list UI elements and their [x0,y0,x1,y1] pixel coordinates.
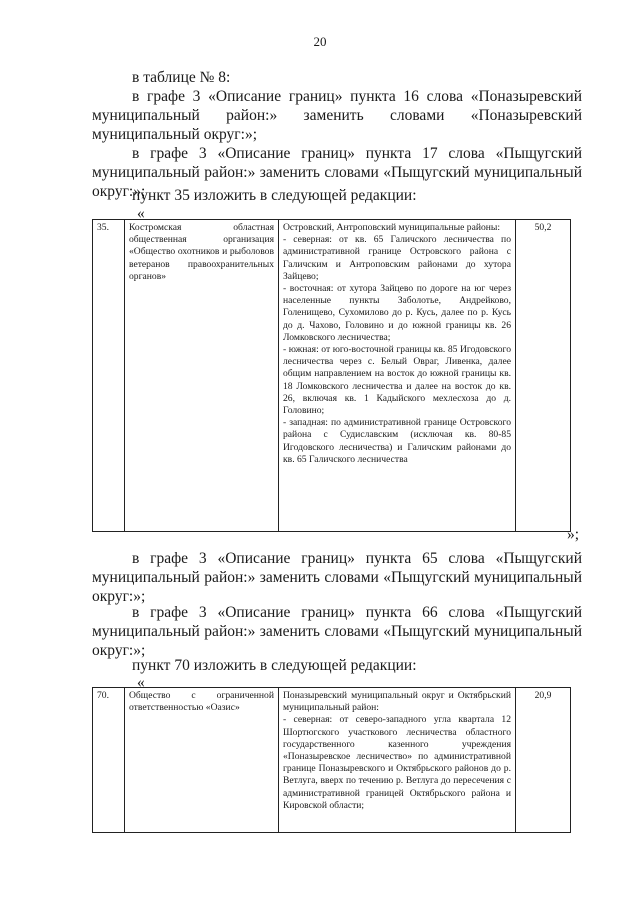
paragraph-line: округ:»; [92,588,146,605]
boundary-line: - северная: от северо-западного угла квартала 12 Шортюгского участкового лесничества областного государственного казенного учреждения «Поназыревское лесничество» по административной границе Поназыревского и Октябрьского районов до р. Ветлуга, вверх по течению р. Ветлуга до пересечения с административной границей Октябрьского района и Кировской области; [283,714,511,811]
boundary-line: - южная: от юго-восточной границы кв. 85 Игодовского лесничества через с. Белый Овраг, Ливенка, далее общим направлением на восток до южной границы кв. 18 Ломковского лесничества и далее на восток до кв. 26, включая кв. 1 Кадыйского мехлесхоза до д. Головино; [283,344,511,417]
paragraph-line: в графе 3 «Описание границ» пункта 65 слова «Пыщугский [132,550,582,567]
table-cell-organization: Костромская областная общественная организация «Общество охотников и рыболовов ветеранов правоохранительных органов» [125,220,279,532]
paragraph-line: в графе 3 «Описание границ» пункта 16 слова «Поназыревский [132,88,582,105]
paragraph-item65 [92,549,582,606]
paragraph-line: округ:»; [92,183,146,200]
item70-intro: пункт 70 изложить в следующей редакции: [132,657,417,674]
table-cell-number: 35. [93,220,125,532]
paragraph-line: муниципальный район:» заменить словами «Пыщугский муниципальный [92,164,582,181]
table-item35 [92,219,571,532]
boundary-line: - северная: от кв. 65 Галичского лесничества по административной границе Островского района с Галичским и Антроповским районами до хутора Зайцево; [283,234,511,282]
paragraph-line: муниципальный район:» заменить словами «Пыщугский муниципальный [92,569,582,586]
boundary-line: Островский, Антроповский муниципальные районы: [283,222,501,233]
boundary-line: - западная: по административной границе Островского района с Судиславским (исключая кв. 80-85 Игодовского лесничества) и Галичским районами до кв. 65 Галичского лесничества [283,417,511,465]
paragraph-line: в графе 3 «Описание границ» пункта 17 слова «Пыщугский [132,145,582,162]
table8-intro: в таблице № 8: [132,69,231,86]
item35-intro: пункт 35 изложить в следующей редакции: [132,187,417,204]
table-cell-boundaries [279,220,516,532]
table-row [93,220,571,532]
boundary-line: - восточная: от хутора Зайцево по дороге на юг через населенные пункты Заболотье, Андрейково, Голенищево, Сухомилово до р. Кусь, далее по р. Кусь до д. Чахово, Головино и до южной границы кв. 26 Ломковского лесничества; [283,283,511,343]
paragraph-line: в графе 3 «Описание границ» пункта 66 слова «Пыщугский [132,604,582,621]
table-cell-number: 70. [93,688,125,833]
paragraph-line: муниципальный район:» заменить словами «Пыщугский муниципальный [92,623,582,640]
table-cell-area: 50,2 [516,220,571,532]
paragraph-item66 [92,603,582,660]
paragraph-item16 [92,87,582,144]
table-cell-organization: Общество с ограниченной ответственностью «Оазис» [125,688,279,833]
open-quote: « [137,674,145,691]
table-row [93,688,571,833]
page-number: 20 [313,34,327,49]
table-item70 [92,687,571,833]
table-cell-boundaries [279,688,516,833]
boundary-line: Поназыревский муниципальный округ и Октябрьский муниципальный район: [283,690,511,714]
close-quote: »; [567,526,580,543]
paragraph-line: муниципальный район:» заменить словами «Поназыревский [92,107,582,124]
table-cell-area: 20,9 [516,688,571,833]
paragraph-line: муниципальный округ:»; [92,126,258,143]
paragraph-line: округ:»; [92,642,146,659]
open-quote: « [137,205,145,222]
